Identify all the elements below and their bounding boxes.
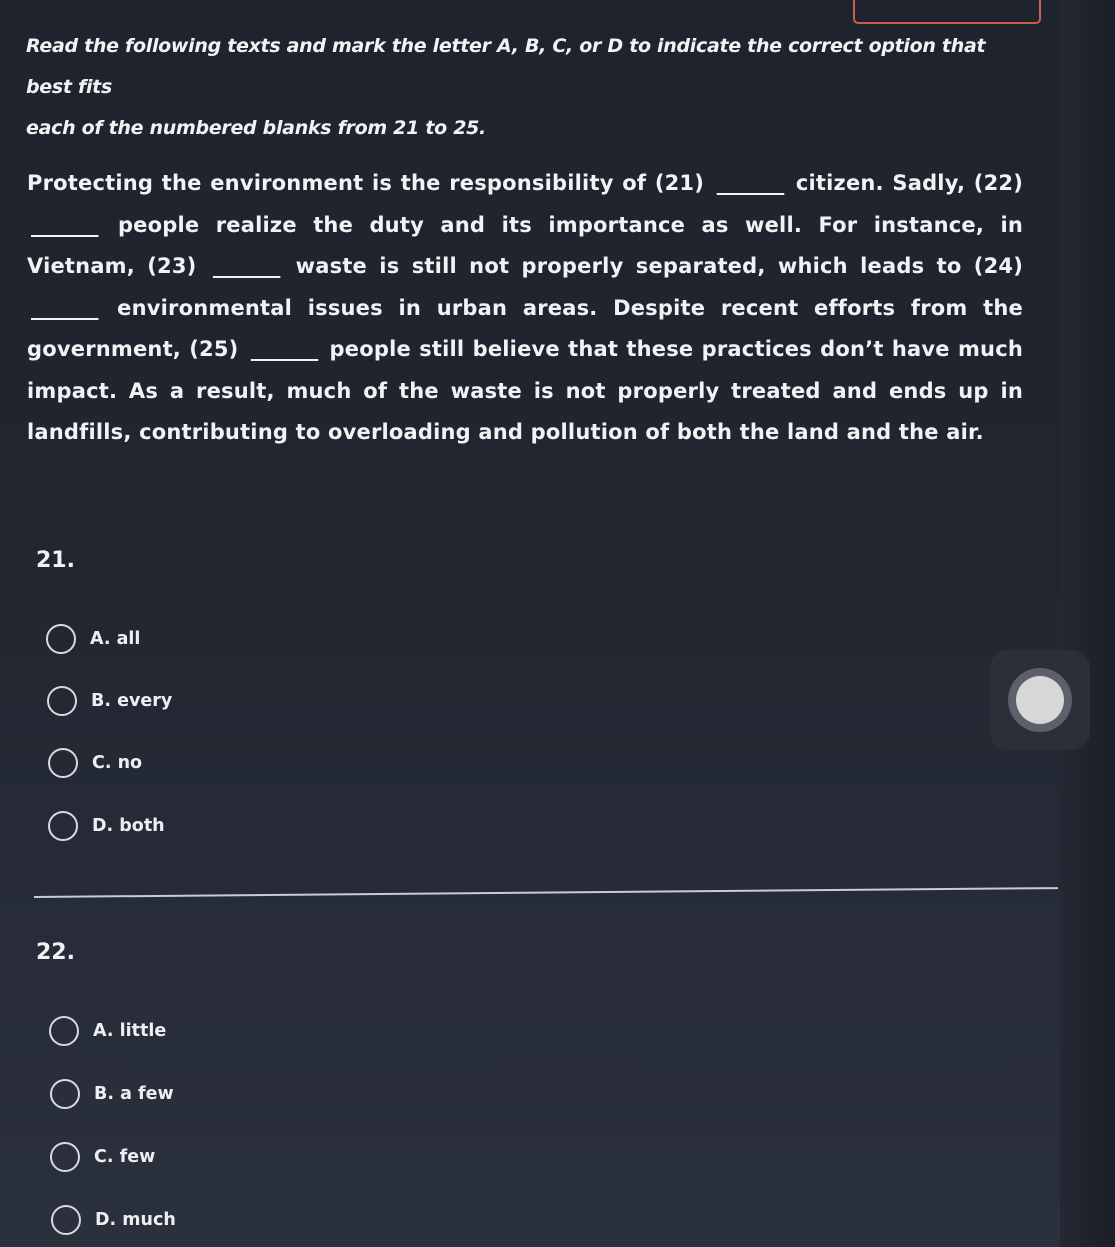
radio-unchecked-icon[interactable] (49, 1016, 79, 1046)
radio-unchecked-icon[interactable] (47, 686, 77, 716)
passage-part-4: waste is still not properly separated, which leads to (24) (295, 254, 1023, 278)
instructions-text (26, 26, 1036, 149)
option-label: B. a few (94, 1084, 174, 1104)
question-divider (34, 887, 1058, 898)
q21-option-b[interactable] (47, 683, 172, 719)
option-label: D. much (95, 1210, 176, 1230)
passage-part-3: people realize the duty and its importance as well. For instance, in Vietnam, (23) (27, 212, 1024, 278)
question-22-number: 22. (36, 940, 75, 965)
blank-25: _______ (250, 337, 318, 361)
instructions-line-1: Read the following texts and mark the letter A, B, C, or D to indicate the correct option that best fits (26, 35, 986, 98)
blank-23: _______ (212, 254, 280, 278)
radio-unchecked-icon[interactable] (48, 748, 78, 778)
option-label: C. few (94, 1147, 156, 1167)
instructions-line-2: each of the numbered blanks from 21 to 25. (26, 117, 486, 139)
blank-21: _______ (716, 171, 784, 195)
q21-option-d[interactable] (48, 808, 165, 844)
radio-unchecked-icon[interactable] (48, 811, 78, 841)
q21-option-c[interactable] (48, 745, 142, 781)
q22-option-d[interactable] (51, 1202, 176, 1238)
option-label: A. all (90, 629, 141, 649)
option-label: C. no (92, 753, 143, 773)
blank-22: _______ (31, 212, 98, 237)
q21-option-a[interactable] (46, 621, 140, 657)
blank-24: _______ (31, 295, 98, 320)
radio-unchecked-icon[interactable] (51, 1205, 81, 1235)
passage-part-6: people still believe that these practices don’t have much impact. As a result, much of the waste is not properly treated and ends up in landfills, contributing to overloading and pollution of both the land and the air. (27, 337, 1024, 444)
radio-unchecked-icon[interactable] (46, 624, 76, 654)
reading-passage (27, 163, 1023, 454)
radio-unchecked-icon[interactable] (50, 1079, 80, 1109)
passage-part-5: environmental issues in urban areas. Despite recent efforts from the government, (25) (27, 295, 1023, 361)
option-label: B. every (91, 691, 173, 711)
q22-option-a[interactable] (49, 1013, 166, 1049)
option-label: A. little (93, 1021, 167, 1041)
q22-option-c[interactable] (50, 1139, 155, 1175)
assistive-touch-button[interactable] (990, 650, 1090, 750)
passage-part-2: citizen. Sadly, (22) (795, 171, 1024, 195)
assistive-touch-core (1016, 676, 1064, 724)
option-label: D. both (92, 816, 165, 836)
question-21-number: 21. (36, 548, 75, 573)
radio-unchecked-icon[interactable] (50, 1142, 80, 1172)
top-action-button[interactable] (853, 0, 1041, 24)
passage-part-1: Protecting the environment is the responsibility of (21) (27, 171, 705, 195)
q22-option-b[interactable] (50, 1076, 174, 1112)
device-bezel (1060, 0, 1115, 1247)
assistive-touch-icon (1008, 668, 1072, 732)
